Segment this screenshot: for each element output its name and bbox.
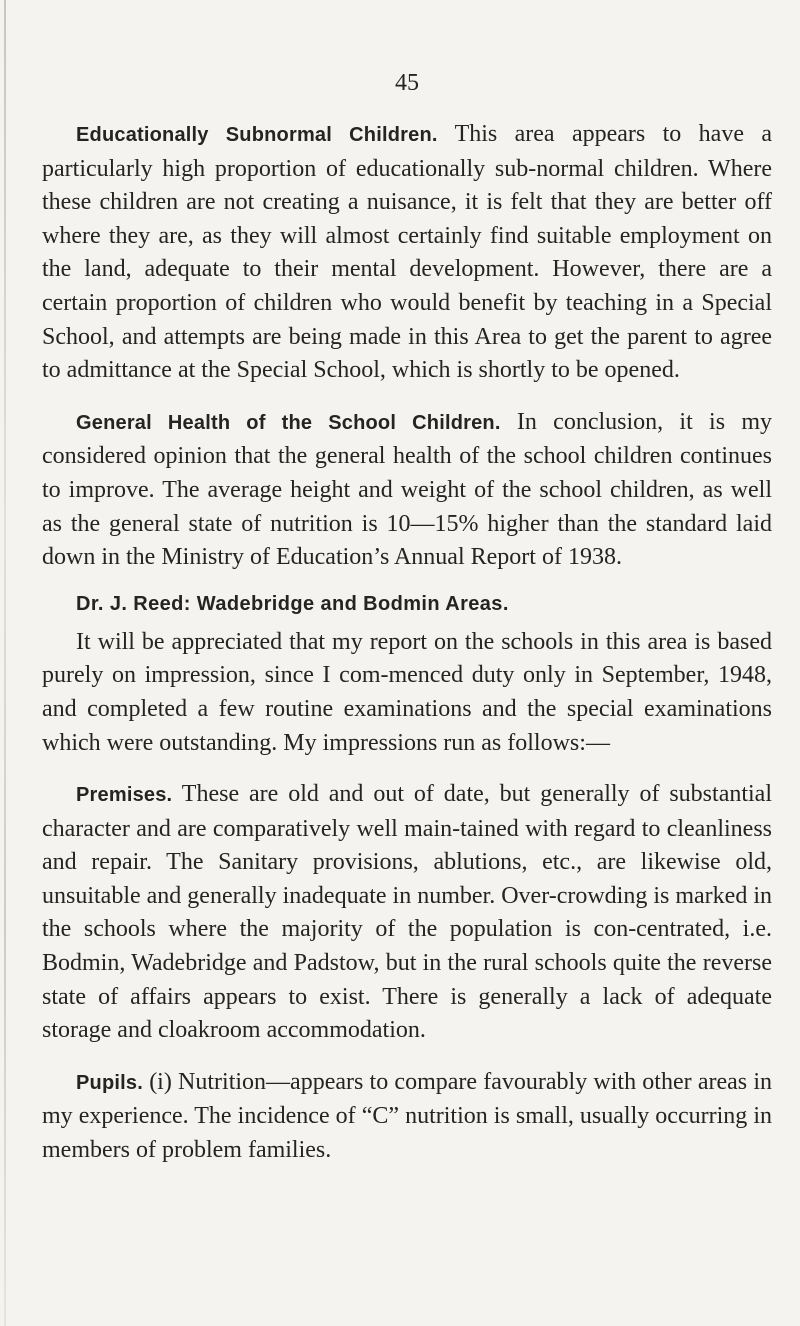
paragraph-intro: It will be appreciated that my report on the schools in this area is based purely on impression, since I com-menced duty only in September, 1948, and completed a few routine examinations and the special examinations which were outstanding. My impressions run as follows:— — [42, 628, 772, 756]
paragraph-text: (i) Nutrition—appears to compare favourably with other areas in my experience. The incidence of “C” nutrition is small, usually occurring in members of problem families. — [42, 1068, 772, 1164]
paragraph-text: This area appears to have a particularly high proportion of educationally sub-normal children. Where these children are not creating a nuisance, it is felt that they are better off where they are, as they will almost certainly find suitable employment on the land, adequate to their mental development. However, there are a certain proportion of children who would benefit by teaching in a Special School, and attempts are being made in this Area to get the parent to agree to admittance at the Special School, which is shortly to be opened. — [42, 121, 772, 384]
paragraph-text: These are old and out of date, but generally of substantial character and are comparatively well main-tained with regard to cleanliness and repair. The Sanitary provisions, ablutions, etc., are likewise old, unsuitable and generally inadequate in number. Over-crowding is marked in the schools where the majority of the population is con-centrated, i.e. Bodmin, Wadebridge and Padstow, but in the rural schools quite the reverse state of affairs appears to exist. There is generally a lack of adequate storage and cloakroom accommodation. — [42, 781, 773, 1044]
paragraph-heading: Educationally Subnormal Children. — [76, 124, 438, 146]
paragraph-premises — [42, 778, 772, 1048]
page-margin-line — [4, 0, 6, 1326]
paragraph-pupils — [42, 1066, 772, 1168]
body-text — [42, 118, 772, 1186]
section-heading: Dr. J. Reed: Wadebridge and Bodmin Areas. — [76, 592, 509, 615]
paragraph-heading: General Health of the School Children. — [76, 411, 501, 434]
paragraph-esn-children — [42, 118, 772, 388]
paragraph-heading: Pupils. — [76, 1071, 143, 1094]
paragraph-general-health — [42, 406, 772, 575]
paragraph-text: In conclusion, it is my considered opinion that the general health of the school children continues to improve. The average height and weight of the school children, as well as the general state of nutrition is 10—15% higher than the standard laid down in the Ministry of Education’s Annual Report of 1938. — [42, 408, 772, 571]
paragraph-heading: Premises. — [76, 784, 173, 807]
page-number: 45 — [395, 70, 419, 96]
